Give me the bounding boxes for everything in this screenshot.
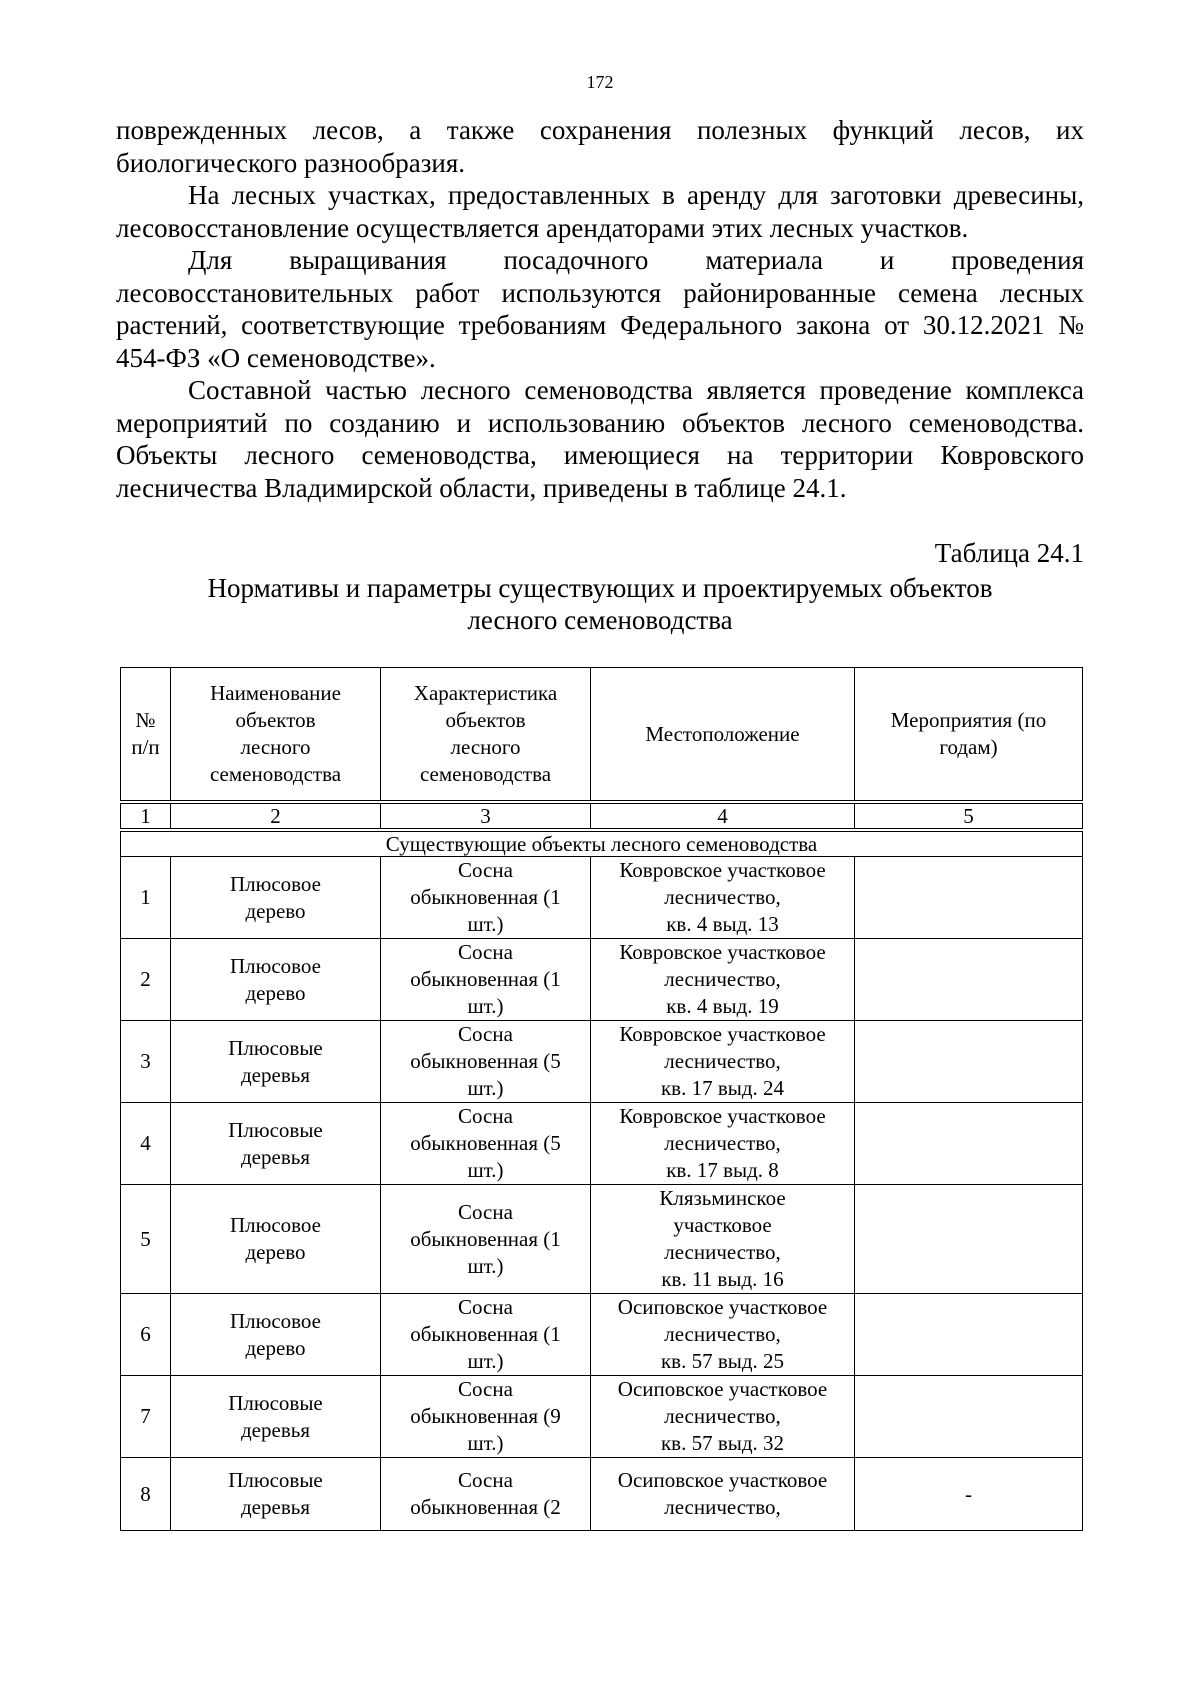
column-number-cell: 3 <box>381 802 591 830</box>
cell-line: обыкновенная (5 <box>410 1049 561 1073</box>
cell-line: лесничество, <box>664 1495 781 1519</box>
cell-line: деревья <box>241 1144 310 1169</box>
paragraph-line: лесовосстановительных работ используются районированные семена лесных <box>116 277 1084 308</box>
cell-line: кв. 17 выд. 8 <box>666 1158 779 1182</box>
table-row <box>121 1103 1083 1185</box>
header-line: семеноводства <box>209 762 342 786</box>
row-number-cell: 8 <box>121 1458 171 1531</box>
row-name-cell <box>171 1021 381 1103</box>
row-characteristic-cell <box>381 939 591 1021</box>
header-line: Наименование <box>210 681 341 705</box>
row-location-cell <box>591 1458 855 1531</box>
cell-line: Ковровское участковое <box>619 858 826 882</box>
column-number-cell: 2 <box>171 802 381 830</box>
paragraph-line: мероприятий по созданию и использованию объектов лесного семеноводства. <box>116 407 1084 438</box>
cell-line: Сосна <box>458 1104 513 1128</box>
row-characteristic-cell <box>381 1185 591 1294</box>
row-name-cell <box>171 939 381 1021</box>
cell-line: участковое <box>673 1213 772 1237</box>
cell-line: обыкновенная (2 <box>410 1495 561 1519</box>
cell-line: кв. 57 выд. 25 <box>660 1349 785 1373</box>
row-location-cell <box>591 939 855 1021</box>
row-name-cell <box>171 1294 381 1376</box>
cell-line: лесничество, <box>664 1131 781 1155</box>
cell-line: лесничество, <box>664 967 781 991</box>
cell-line: обыкновенная (1 <box>410 967 561 991</box>
row-measures-cell <box>855 1376 1083 1458</box>
header-line: объектов <box>235 708 316 732</box>
table-row <box>121 1458 1083 1531</box>
row-measures-cell <box>855 1185 1083 1294</box>
paragraph-4 <box>116 374 1084 504</box>
row-location-cell <box>591 1103 855 1185</box>
header-line: Характеристика <box>413 681 558 705</box>
row-location-cell <box>591 1376 855 1458</box>
row-location-cell <box>591 1021 855 1103</box>
table-row <box>121 939 1083 1021</box>
row-location-cell <box>591 1294 855 1376</box>
cell-line: шт.) <box>467 1253 504 1278</box>
table-row <box>121 1376 1083 1458</box>
cell-line: обыкновенная (1 <box>410 885 561 909</box>
cell-line: лесничество, <box>664 1240 781 1264</box>
row-measures-cell <box>855 1021 1083 1103</box>
cell-line: Сосна <box>458 1022 513 1046</box>
seed-objects-table <box>120 667 1083 1531</box>
cell-line: деревья <box>241 1062 310 1087</box>
cell-line: Осиповское участковое <box>617 1377 828 1401</box>
row-measures-cell <box>855 939 1083 1021</box>
header-line: объектов <box>445 708 526 732</box>
row-number-cell: 1 <box>121 857 171 939</box>
cell-line: обыкновенная (5 <box>410 1131 561 1155</box>
cell-line: кв. 4 выд. 13 <box>666 912 779 936</box>
row-number-cell: 7 <box>121 1376 171 1458</box>
cell-line: Плюсовое <box>229 1308 321 1333</box>
table-header-row <box>121 668 1083 803</box>
table-row <box>121 1021 1083 1103</box>
cell-line: дерево <box>245 980 306 1005</box>
cell-line: Плюсовые <box>228 1035 323 1060</box>
cell-line: шт.) <box>467 1158 504 1182</box>
header-cell-number <box>121 668 171 803</box>
cell-line: Ковровское участковое <box>619 940 826 964</box>
paragraph-2 <box>116 179 1084 244</box>
cell-line: Сосна <box>458 1199 513 1224</box>
cell-line: Сосна <box>458 1377 513 1401</box>
cell-line: деревья <box>241 1495 310 1519</box>
cell-line: кв. 17 выд. 24 <box>660 1076 785 1100</box>
cell-line: кв. 4 выд. 19 <box>666 994 779 1018</box>
header-cell-location <box>591 668 855 803</box>
paragraph-line: Объекты лесного семеноводства, имеющиеся на территории Ковровского <box>116 440 1084 470</box>
cell-line: Клязьминское <box>659 1186 786 1210</box>
body-text <box>116 114 1084 504</box>
row-name-cell <box>171 857 381 939</box>
cell-line: кв. 57 выд. 32 <box>660 1431 785 1455</box>
cell-line: Плюсовые <box>228 1390 323 1415</box>
cell-line: дерево <box>245 898 306 923</box>
row-measures-cell <box>855 1103 1083 1185</box>
row-name-cell <box>171 1458 381 1531</box>
header-line: лесного <box>450 735 521 759</box>
cell-line: Осиповское участковое <box>617 1468 828 1492</box>
cell-line: Сосна <box>458 858 513 882</box>
header-line: п/п <box>131 735 160 759</box>
row-location-cell <box>591 1185 855 1294</box>
cell-line: Плюсовое <box>229 953 321 978</box>
table-body <box>121 668 1083 1531</box>
cell-line: шт.) <box>467 1076 504 1100</box>
row-number-cell: 3 <box>121 1021 171 1103</box>
row-number-cell: 5 <box>121 1185 171 1294</box>
row-number-cell: 2 <box>121 939 171 1021</box>
cell-line: шт.) <box>467 1431 504 1455</box>
row-characteristic-cell <box>381 1458 591 1531</box>
row-number-cell: 4 <box>121 1103 171 1185</box>
paragraph-line: лесничества Владимирской области, приведены в таблице 24.1. <box>116 472 847 503</box>
cell-line: обыкновенная (1 <box>410 1322 561 1346</box>
section-title-row <box>121 830 1083 857</box>
row-number-cell: 6 <box>121 1294 171 1376</box>
cell-line: Ковровское участковое <box>619 1022 826 1046</box>
cell-line: кв. 11 выд. 16 <box>661 1267 784 1291</box>
paragraph-line: На лесных участках, предоставленных в аренду для заготовки древесины, <box>188 180 1084 210</box>
cell-line: шт.) <box>467 1349 504 1373</box>
cell-line: Сосна <box>458 940 513 964</box>
table-row <box>121 1294 1083 1376</box>
column-number-cell: 4 <box>591 802 855 830</box>
paragraph-line: поврежденных лесов, а также сохранения полезных функций лесов, их <box>116 115 1084 145</box>
cell-line: Плюсовые <box>228 1117 323 1142</box>
section-title-cell: Существующие объекты лесного семеноводства <box>121 830 1083 857</box>
column-number-cell: 1 <box>121 802 171 830</box>
paragraph-line: № 454-ФЗ «О семеноводстве». <box>116 310 1084 373</box>
row-name-cell <box>171 1376 381 1458</box>
column-number-row <box>121 802 1083 830</box>
row-characteristic-cell <box>381 1021 591 1103</box>
cell-line: Плюсовое <box>229 871 321 896</box>
cell-line: дерево <box>245 1240 306 1264</box>
cell-line: обыкновенная (9 <box>410 1404 561 1428</box>
cell-line: лесничество, <box>664 885 781 909</box>
page-number: 172 <box>586 72 614 92</box>
table-label: Таблица 24.1 <box>934 538 1084 568</box>
header-cell-measures <box>855 668 1083 803</box>
table-title-line: Нормативы и параметры существующих и проектируемых объектов <box>207 573 993 603</box>
paragraph-3 <box>116 244 1084 374</box>
row-characteristic-cell <box>381 857 591 939</box>
paragraph-line: Для выращивания посадочного материала и проведения <box>188 245 1084 275</box>
row-characteristic-cell <box>381 1294 591 1376</box>
cell-line: Сосна <box>458 1295 513 1319</box>
cell-line: шт.) <box>467 994 504 1018</box>
header-cell-name <box>171 668 381 803</box>
cell-line: обыкновенная (1 <box>410 1226 561 1251</box>
header-line: Мероприятия (по <box>890 708 1047 732</box>
table-title <box>116 572 1084 636</box>
header-line: № <box>135 708 156 732</box>
header-cell-characteristic <box>381 668 591 803</box>
header-line: Местоположение <box>645 721 800 746</box>
cell-line: дерево <box>245 1335 306 1360</box>
table-row <box>121 1185 1083 1294</box>
row-measures-cell <box>855 1294 1083 1376</box>
cell-line: деревья <box>241 1417 310 1442</box>
paragraph-line: растений, соответствующие требованиям Федерального закона от 30.12.2021 <box>116 310 1059 340</box>
cell-line: лесничество, <box>664 1049 781 1073</box>
row-characteristic-cell <box>381 1376 591 1458</box>
paragraph-line: лесовосстановление осуществляется арендаторами этих лесных участков. <box>116 212 969 243</box>
cell-line: лесничество, <box>664 1322 781 1346</box>
cell-line: Сосна <box>458 1468 513 1492</box>
header-line: семеноводства <box>419 762 552 786</box>
row-characteristic-cell <box>381 1103 591 1185</box>
header-line: годам) <box>939 735 998 759</box>
paragraph-1 <box>116 114 1084 179</box>
table-title-line: лесного семеноводства <box>467 605 733 635</box>
header-line: лесного <box>240 735 311 759</box>
cell-line: Осиповское участковое <box>617 1295 828 1319</box>
row-measures-cell: - <box>855 1458 1083 1531</box>
cell-line: шт.) <box>467 912 504 936</box>
paragraph-line: биологического разнообразия. <box>116 147 466 178</box>
column-number-cell: 5 <box>855 802 1083 830</box>
cell-line: Плюсовое <box>229 1213 321 1237</box>
row-name-cell <box>171 1185 381 1294</box>
paragraph-line: Составной частью лесного семеноводства является проведение комплекса <box>188 375 1084 405</box>
row-name-cell <box>171 1103 381 1185</box>
cell-line: Ковровское участковое <box>619 1104 826 1128</box>
cell-line: лесничество, <box>664 1404 781 1428</box>
table-row <box>121 857 1083 939</box>
cell-line: Плюсовые <box>228 1468 323 1492</box>
row-location-cell <box>591 857 855 939</box>
row-measures-cell <box>855 857 1083 939</box>
